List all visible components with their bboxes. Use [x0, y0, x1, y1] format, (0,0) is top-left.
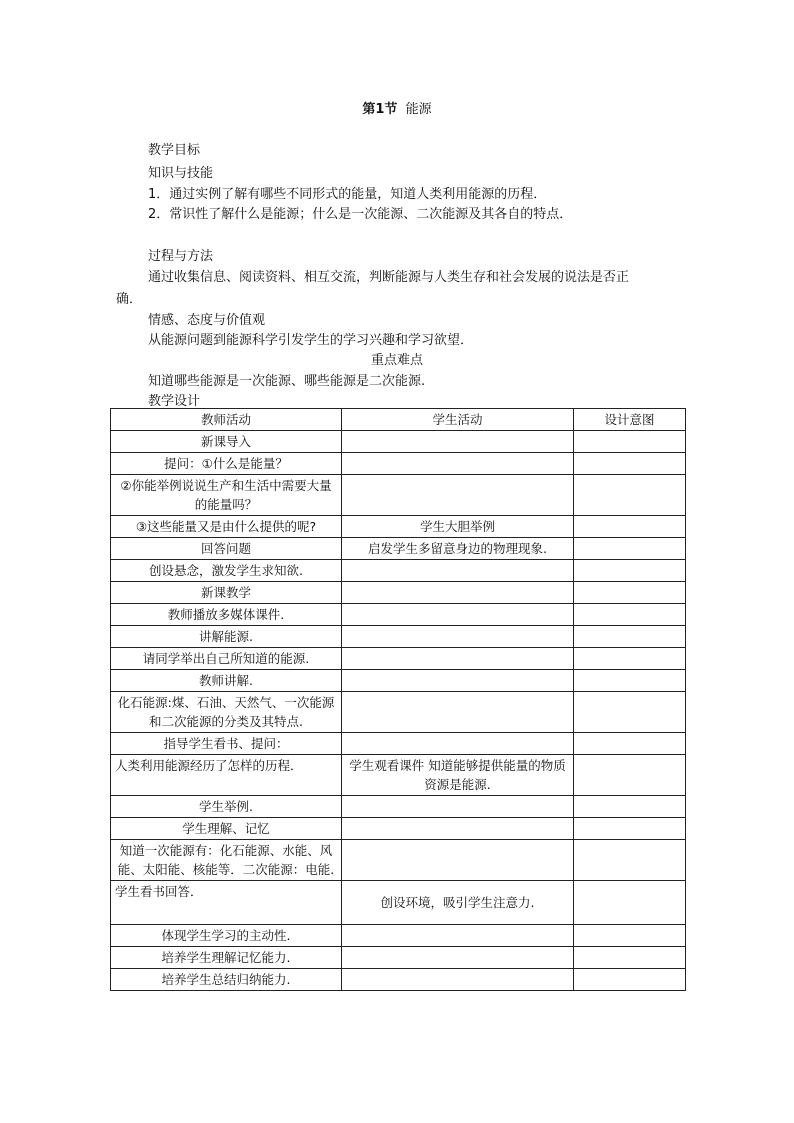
table-row: [111, 431, 686, 453]
emotion-text: 从能源问题到能源科学引发学生的学习兴趣和学习欲望．: [148, 333, 474, 348]
cell-intent: [574, 881, 686, 925]
cell-teacher: 新课教学: [111, 582, 342, 604]
cell-student: [342, 925, 574, 947]
cell-student: [342, 733, 574, 755]
cell-student: [342, 818, 574, 840]
knowledge-heading: 知识与技能: [148, 166, 214, 181]
key-text: 知道哪些能源是一次能源、哪些能源是二次能源.: [148, 374, 426, 389]
cell-teacher: 教师播放多媒体课件.: [111, 604, 342, 626]
cell-student: [342, 648, 574, 670]
cell-intent: [574, 796, 686, 818]
cell-intent: [574, 840, 686, 881]
cell-student: [342, 582, 574, 604]
cell-student: 创设环境，吸引学生注意力.: [342, 881, 574, 925]
cell-teacher: 人类利用能源经历了怎样的历程．: [111, 755, 342, 796]
cell-teacher: 新课导入: [111, 431, 342, 453]
cell-intent: [574, 648, 686, 670]
table-row: [111, 648, 686, 670]
knowledge-item-1: 1．通过实例了解有哪些不同形式的能量，知道人类利用能源的历程．: [148, 187, 547, 202]
cell-teacher: 讲解能源.: [111, 626, 342, 648]
cell-student: [342, 692, 574, 733]
cell-teacher: ②你能举例说说生产和生活中需要大量的能量吗？: [111, 475, 342, 516]
cell-intent: [574, 818, 686, 840]
table-row: [111, 969, 686, 991]
table-row: [111, 818, 686, 840]
section-number: 第1节: [362, 102, 398, 117]
table-row: [111, 796, 686, 818]
cell-student: [342, 475, 574, 516]
cell-intent: [574, 692, 686, 733]
cell-student: 启发学生多留意身边的物理现象.: [342, 538, 574, 560]
cell-teacher: 请同学举出自己所知道的能源.: [111, 648, 342, 670]
cell-teacher: ③这些能量又是由什么提供的呢?: [111, 516, 342, 538]
process-text: 通过收集信息、阅读资料、相互交流，判断能源与人类生存和社会发展的说法是否正: [148, 270, 630, 285]
cell-intent: [574, 475, 686, 516]
header-teacher-activity: 教师活动: [111, 409, 342, 431]
emotion-heading: 情感、态度与价值观: [148, 313, 266, 328]
table-row: [111, 692, 686, 733]
design-heading: 教学设计: [148, 394, 201, 409]
cell-student: [342, 560, 574, 582]
cell-intent: [574, 626, 686, 648]
cell-teacher: 创设悬念，激发学生求知欲.: [111, 560, 342, 582]
cell-intent: [574, 733, 686, 755]
table-row: [111, 733, 686, 755]
cell-intent: [574, 453, 686, 475]
cell-intent: [574, 560, 686, 582]
cell-teacher: 指导学生看书、提问：: [111, 733, 342, 755]
cell-intent: [574, 538, 686, 560]
key-heading: 重点难点: [370, 353, 423, 368]
cell-student: [342, 947, 574, 969]
cell-student: [342, 604, 574, 626]
cell-teacher: 学生理解、记忆: [111, 818, 342, 840]
cell-intent: [574, 947, 686, 969]
cell-teacher: 回答问题: [111, 538, 342, 560]
cell-teacher: 学生举例.: [111, 796, 342, 818]
cell-teacher: 提问：①什么是能量？: [111, 453, 342, 475]
cell-student: [342, 626, 574, 648]
table-row: [111, 560, 686, 582]
header-student-activity: 学生活动: [342, 409, 574, 431]
table-row: [111, 670, 686, 692]
process-text-cont: 确．: [116, 292, 143, 307]
table-row: [111, 626, 686, 648]
cell-teacher: 体现学生学习的主动性.: [111, 925, 342, 947]
cell-intent: [574, 969, 686, 991]
cell-intent: [574, 755, 686, 796]
objectives-heading: 教学目标: [148, 143, 201, 158]
lesson-design-table: [110, 408, 686, 991]
table-row: [111, 453, 686, 475]
cell-student: [342, 670, 574, 692]
table-row: [111, 538, 686, 560]
cell-intent: [574, 604, 686, 626]
table-row: [111, 516, 686, 538]
header-design-intent: 设计意图: [574, 409, 686, 431]
table-row: [111, 755, 686, 796]
table-row: [111, 475, 686, 516]
cell-teacher: 教师讲解.: [111, 670, 342, 692]
table-row: [111, 947, 686, 969]
cell-intent: [574, 516, 686, 538]
cell-student: [342, 840, 574, 881]
cell-teacher: 化石能源:煤、石油、天然气、一次能源和二次能源的分类及其特点.: [111, 692, 342, 733]
table-row: [111, 925, 686, 947]
cell-teacher: 培养学生理解记忆能力.: [111, 947, 342, 969]
cell-teacher: 知道一次能源有：化石能源、水能、风能、太阳能、核能等．二次能源：电能.: [111, 840, 342, 881]
table-header-row: [111, 409, 686, 431]
process-heading: 过程与方法: [148, 249, 214, 264]
table-row: [111, 840, 686, 881]
cell-student: [342, 969, 574, 991]
table-row: [111, 582, 686, 604]
cell-student: 学生大胆举例: [342, 516, 574, 538]
cell-intent: [574, 925, 686, 947]
knowledge-item-2: 2．常识性了解什么是能源；什么是一次能源、二次能源及其各自的特点．: [148, 207, 573, 222]
cell-student: [342, 453, 574, 475]
cell-teacher: 学生看书回答．: [111, 881, 342, 925]
cell-student: 学生观看课件 知道能够提供能量的物质资源是能源.: [342, 755, 574, 796]
cell-teacher: 培养学生总结归纳能力.: [111, 969, 342, 991]
cell-student: [342, 431, 574, 453]
section-name: 能源: [405, 102, 432, 117]
table-row: [111, 881, 686, 925]
cell-intent: [574, 670, 686, 692]
cell-intent: [574, 431, 686, 453]
page-title: [0, 98, 794, 117]
table-row: [111, 604, 686, 626]
cell-intent: [574, 582, 686, 604]
cell-student: [342, 796, 574, 818]
